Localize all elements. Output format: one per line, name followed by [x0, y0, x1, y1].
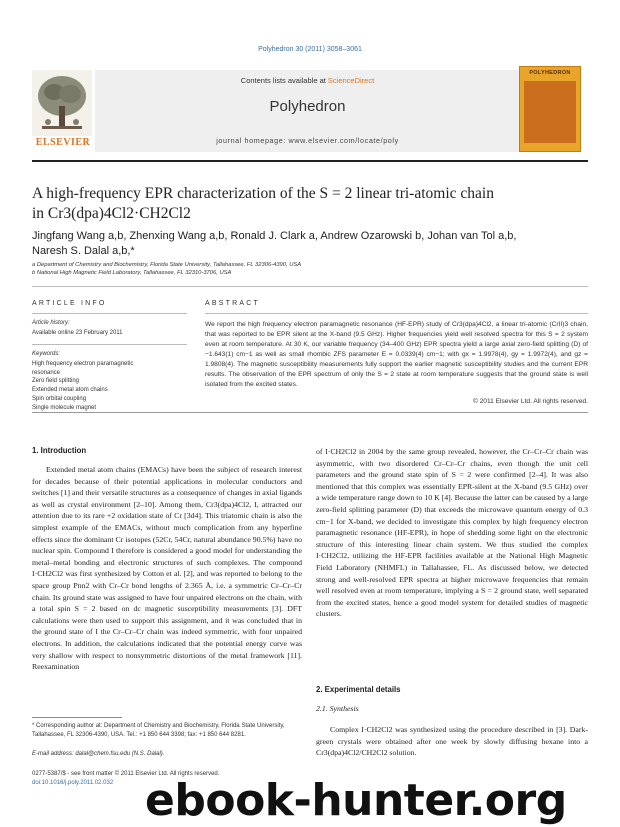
abstract-text: We report the high frequency electron paramagnetic resonance (HF-EPR) study of Cr3(dpa)4Cl2, a linear tri-atomic (CrII)3 chain, that was reported to be EPR silent at the X-band (9.5 GHz). Higher frequencies yield well resolved spectra for this S = 2 system even at room temperature. At 30 K, our variable frequency (34–400 GHz) EPR spectra yield a large axial zero-field splitting (D) of −1.643(1) cm−1 as well as small rhombic ZFS parameter E = 0.0339(4) cm−1; with gx = 1.9978(4), gy = 1.9972(4), and gz = 1.9808(4). The magnetic susceptibility measurements fully support the earlier magnetic susceptibility studies and the current EPR results. The observation of the EPR spectrum of only the S = 2 state at room temperature suggests that the ground state is well isolated from the excited states.: [205, 321, 588, 388]
affiliation-rule: [32, 286, 588, 287]
keywords-label: Keywords:: [32, 351, 61, 357]
keyword-item: Spin orbital coupling: [32, 395, 87, 402]
affiliation-a: a Department of Chemistry and Biochemistry, Florida State University, Tallahassee, FL 32306-4390, USA: [32, 262, 302, 268]
abstract-rule: [205, 313, 588, 314]
footnote-rule: [32, 717, 122, 718]
journal-cover-title: POLYHEDRON: [529, 70, 571, 76]
authors-line1: Jingfang Wang a,b, Zhenxing Wang a,b, Ronald J. Clark a, Andrew Ozarowski b, Johan van Tol a,b,: [32, 230, 517, 242]
corresponding-footnote: * Corresponding author at: Department of Chemistry and Biochemistry, Florida State University, Tallahassee, FL 32306-4390, USA. Tel.: +1 850 644 3398; fax: +1 850 644 8281.: [32, 723, 285, 738]
journal-title: Polyhedron: [269, 98, 346, 115]
keywords-rule: [32, 344, 187, 345]
watermark-text: ebook-hunter.org: [145, 775, 567, 826]
article-info-rule: [32, 313, 187, 314]
journal-cover-panel: [524, 81, 576, 143]
synthesis-paragraph: Complex I·CH2Cl2 was synthesized using the procedure described in [3]. Dark-green crystals were obtained after one week by slowly diffusing hexane into a Cr3(dpa)4Cl2/CH2Cl2 solution.: [316, 725, 588, 758]
keyword-item: Extended metal atom chains: [32, 387, 108, 394]
experimental-title: 2. Experimental details: [316, 685, 401, 694]
article-title-line1: A high-frequency EPR characterization of the S = 2 linear tri-atomic chain: [32, 185, 494, 202]
journal-reference[interactable]: Polyhedron 30 (2011) 3058–3061: [258, 46, 362, 53]
abstract-copyright: © 2011 Elsevier Ltd. All rights reserved.: [472, 398, 588, 405]
header-rule: [32, 160, 588, 162]
author-list: [32, 229, 588, 259]
keyword-item: Zero field splitting: [32, 378, 80, 385]
email-footnote[interactable]: E-mail address: dalal@chem.fsu.edu (N.S. Dalal).: [32, 751, 165, 757]
introduction-title: 1. Introduction: [32, 446, 87, 455]
contents-line: [95, 76, 520, 85]
affiliation-b: b National High Magnetic Field Laboratory, Tallahassee, FL 32310-3706, USA: [32, 270, 232, 276]
keyword-item: High frequency electron paramagnetic: [32, 361, 134, 367]
keyword-item: resonance: [32, 369, 61, 376]
introduction-paragraph-continued: of I·CH2Cl2 in 2004 by the same group revealed, however, the Cr–Cr–Cr chain was asymmetric, with two disordered Cr–Cr–Cr chains, even though the unit cell parameters and the ground state spin of S = 2 were confirmed [2–4]. It was also mentioned that this complex was essentially EPR-silent at the X-band (9.5 GHz) over a wide temperature range down to 10 K [4]. Because the latter can be caused by a large zero-field splitting parameter (D) that exceeds the microwave quantum energy of 0.3 cm−1 for X-band, we decided to investigate this complex by high frequency electron paramagnetic resonance (HF-EPR), in hope of shedding some light on the electronic structure of this interesting linear chain system. We thus studied the complex I·CH2Cl2, utilizing the HF-EPR facilities available at the National High Magnetic Field Laboratory (NHMFL) in Tallahassee, FL. As discussed below, we detected strong and well-resolved EPR spectra at higher microwave frequencies that remain well resolved even at room temperature, implying a S = 2 ground state, well separated from the excited states, hence a good model system for detailed studies of magnetic clusters.: [316, 447, 588, 619]
abstract-bottom-rule: [32, 412, 588, 413]
keyword-item: Single molecule magnet: [32, 404, 97, 411]
article-title: [32, 184, 588, 224]
article-title-line2: in Cr3(dpa)4Cl2·CH2Cl2: [32, 205, 191, 222]
sciencedirect-link[interactable]: ScienceDirect: [327, 76, 375, 85]
contents-prefix: Contents lists available at: [240, 76, 328, 85]
authors-line2: Naresh S. Dalal a,b,*: [32, 245, 135, 257]
article-info-heading: ARTICLE INFO: [32, 300, 107, 307]
introduction-paragraph: Extended metal atom chains (EMACs) have been the subject of research interest for decades because of their potential applications in molecular conductors and switches [1] and their versatile structures as a consequence of changes in axial ligands as well as crystal environment [2–10]. Among them, Cr3(dpa)4Cl2, I, attracted our attention due to its rare +2 oxidation state of Cr [3d4]. This triatomic chain is also the simplest example of the EMACs, without much complication from any hyperfine effects since the dominant Cr isotopes (52Cr, 54Cr, natural abundance 90.5%) have no nuclear spin. Compound I therefore is considered a good model for understanding the metal–metal bonding and electronic structures of such complexes. The compound I·CH2Cl2 was first synthesized by Cotton et al. [2], and was reported to belong to the space group Pnn2 with Cr–Cr bond lengths of 2.365 Å, i.e. a symmetric Cr–Cr–Cr chain. Its ground state was assigned to have four unpaired electrons on the chain, with a total spin S = 2 based on dc magnetic susceptibility measurements [3]. DFT calculations were then used to support this assignment, and it was concluded that in the ground state of I the Cr–Cr–Cr chain was indeed symmetric, with four unpaired electrons. In addition, the calculations indicated that the potential energy curve was very shallow with respect to nonsymmetric distortions of the metal framework [11]. Reexamination: [32, 465, 302, 672]
doi-link[interactable]: doi:10.1016/j.poly.2011.02.032: [32, 780, 114, 786]
synthesis-subtitle: 2.1. Synthesis: [316, 704, 359, 713]
history-label: Article history:: [32, 320, 70, 326]
keywords-list: [32, 360, 133, 412]
issn-line: 0277-5387/$ - see front matter © 2011 Elsevier Ltd. All rights reserved.: [32, 771, 220, 777]
publisher-name: ELSEVIER: [35, 137, 91, 148]
journal-homepage[interactable]: journal homepage: www.elsevier.com/locate/poly: [216, 136, 399, 145]
history-value: Available online 23 February 2011: [32, 330, 123, 336]
abstract-heading: ABSTRACT: [205, 300, 260, 307]
